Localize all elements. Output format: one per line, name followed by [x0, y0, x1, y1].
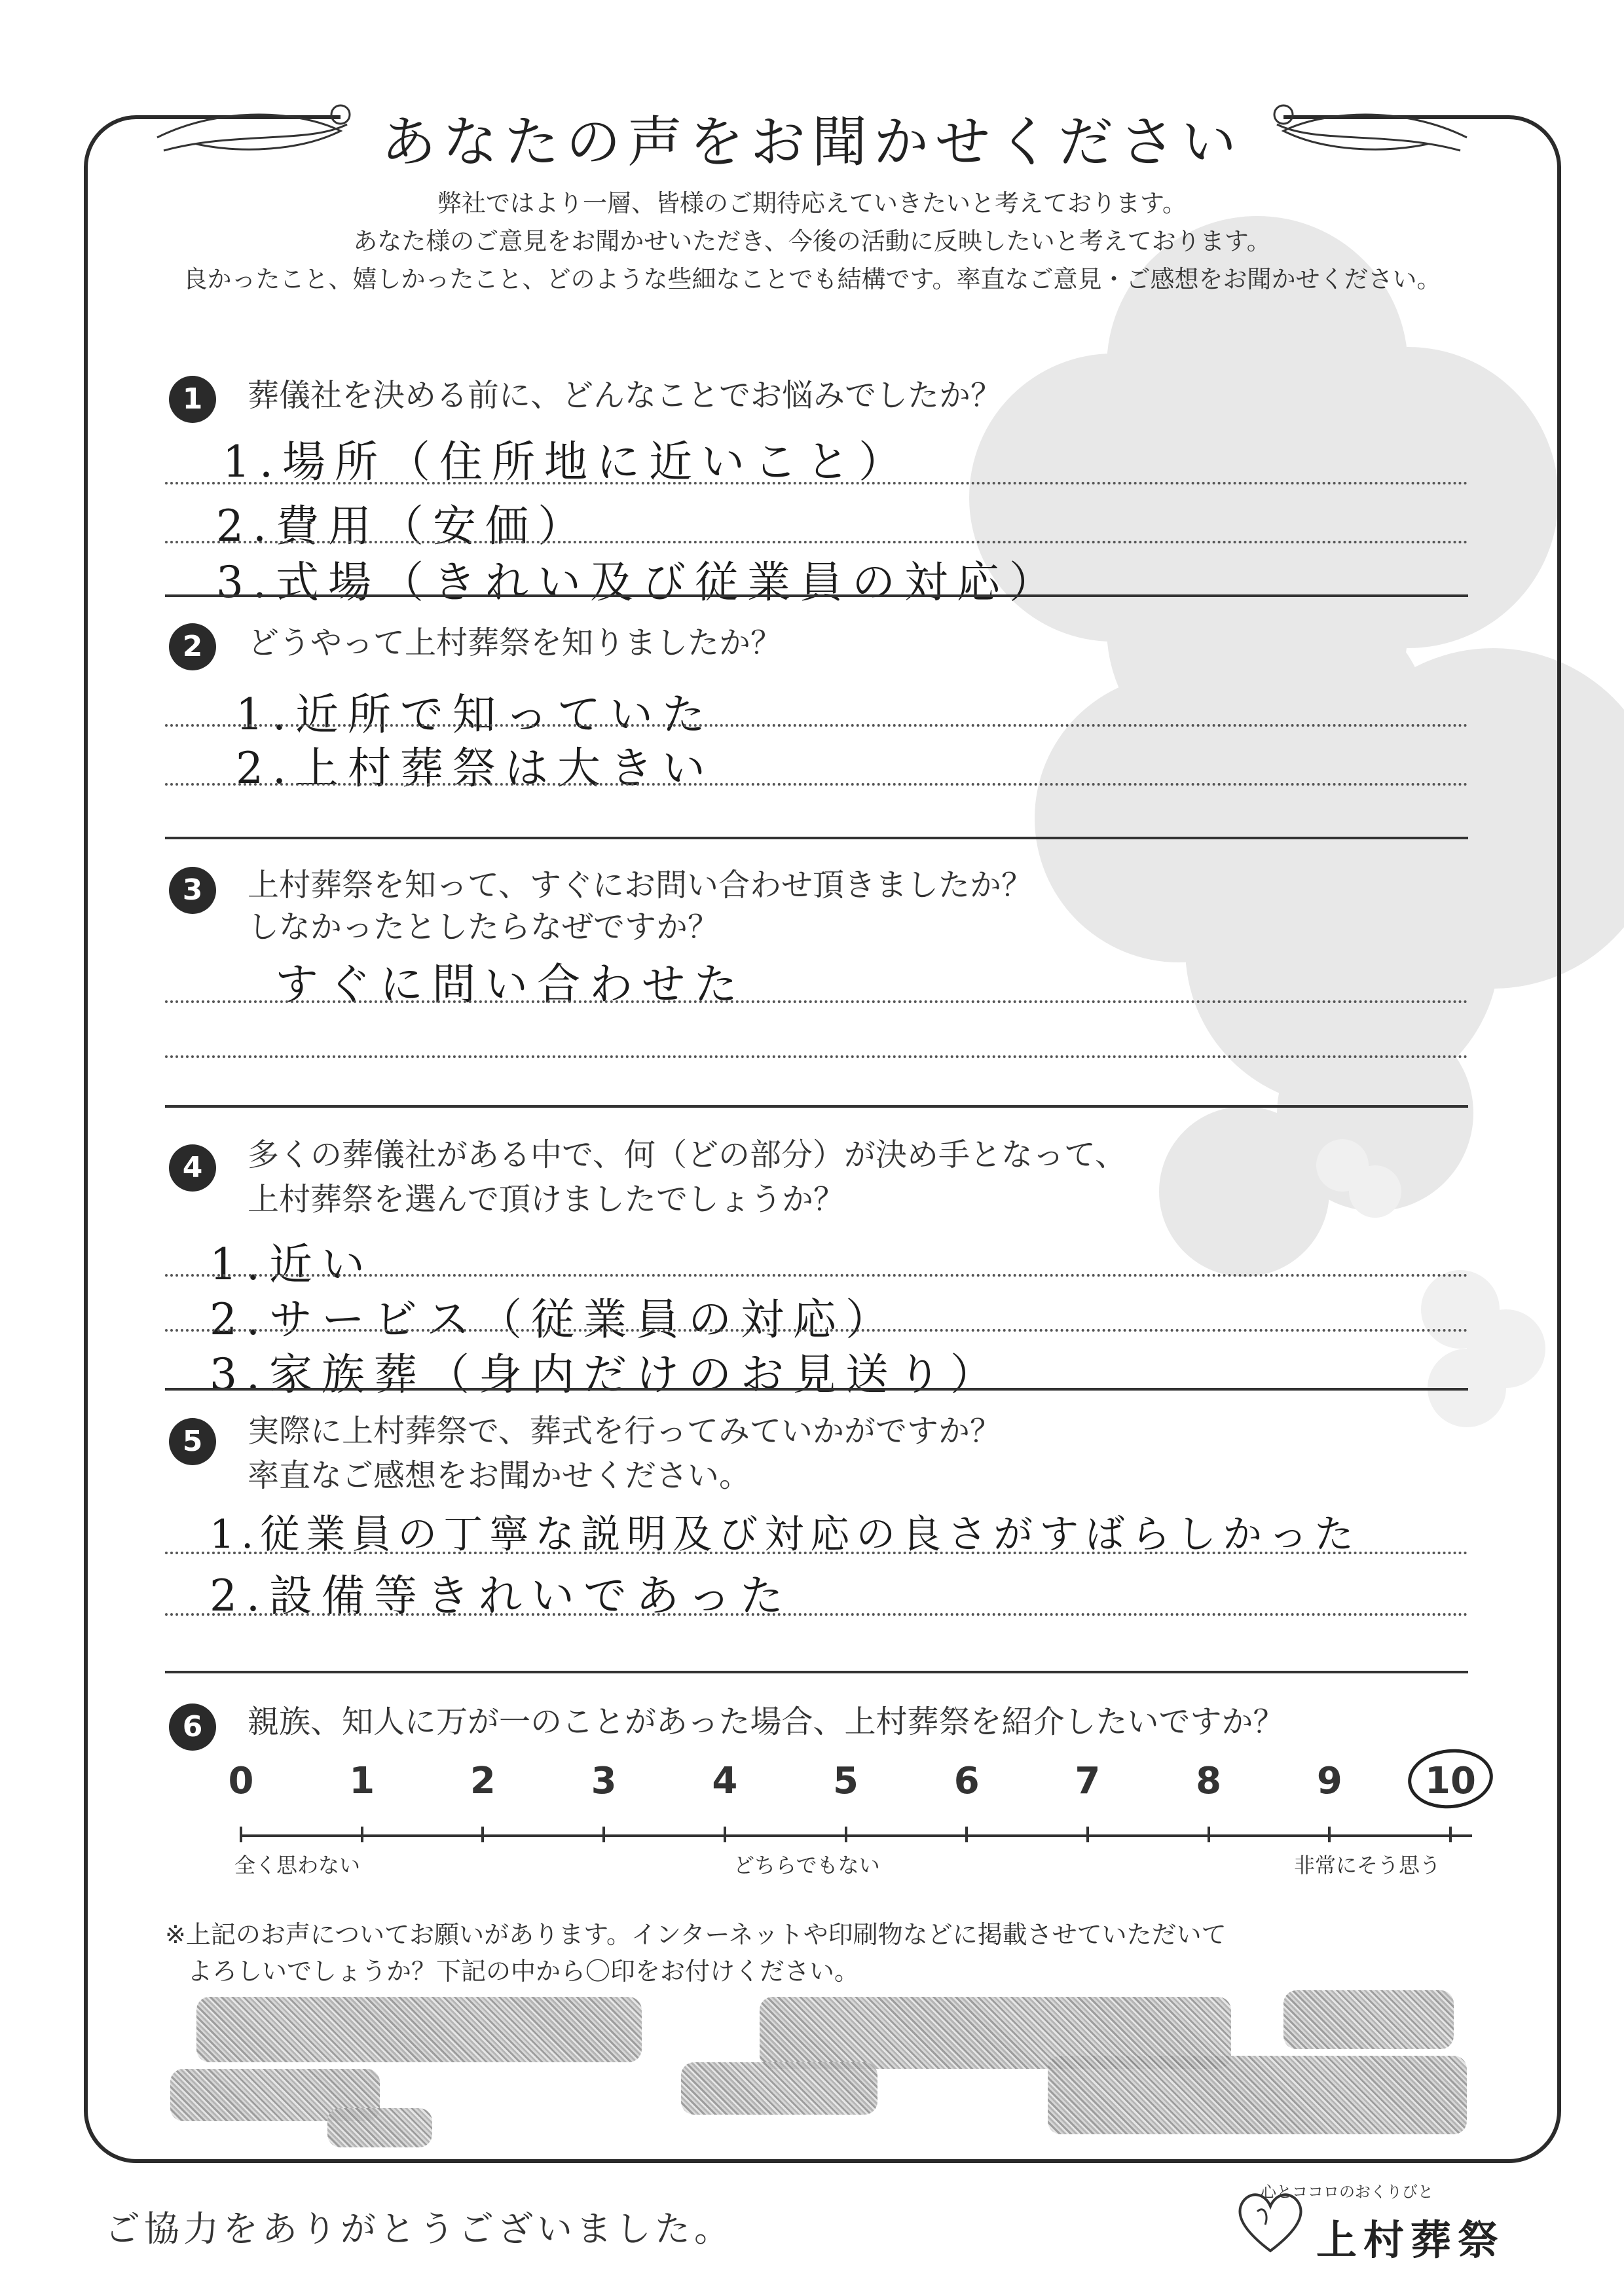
answer-1-line-1: 1.場所（住所地に近いこと）: [223, 437, 911, 487]
redacted-area: [196, 1997, 642, 2062]
intro-line: 弊社ではより一層、皆様のご期待応えていきたいと考えております。: [437, 189, 1187, 217]
answer-2-line-1: 1.近所で知っていた: [236, 689, 714, 740]
redacted-area: [1283, 1990, 1454, 2049]
rating-option-7: 7: [1075, 1760, 1101, 1802]
redacted-area: [1048, 2056, 1467, 2134]
answer-rule: [165, 1055, 1468, 1058]
logo-tagline: 心とココロのおくりびと: [1261, 2183, 1433, 2201]
answer-5-line-2: 2.設備等きれいであった: [210, 1571, 793, 1621]
rating-tick: [845, 1827, 847, 1842]
answer-4-line-2: 2.サービス（従業員の対応）: [210, 1294, 898, 1345]
section-divider: [165, 1105, 1468, 1108]
answer-rule: [165, 1613, 1468, 1616]
rating-tick: [1328, 1827, 1331, 1842]
answer-4-line-3: 3.家族葬（身内だけのお見送り）: [210, 1349, 1003, 1400]
answer-rule: [165, 1000, 1468, 1003]
answer-1-line-3: 3.式場（きれい及び従業員の対応）: [216, 557, 1061, 608]
rating-option-9: 9: [1316, 1760, 1342, 1802]
rating-option-1: 1: [349, 1760, 375, 1802]
publication-notice: よろしいでしょうか？下記の中から〇印をお付けください。: [187, 1957, 860, 1986]
question-6-text: 親族、知人に万が一のことがあった場合、上村葬祭を紹介したいですか？: [248, 1704, 1285, 1740]
rating-option-10: 10: [1425, 1760, 1476, 1802]
question-number-badge: 5: [169, 1418, 216, 1465]
question-number-badge: 2: [169, 623, 216, 670]
redacted-area: [681, 2062, 877, 2115]
question-2-text: どうやって上村葬祭を知りましたか？: [248, 625, 783, 661]
question-1-text: 葬儀社を決める前に、どんなことでお悩みでしたか？: [248, 377, 1003, 414]
answer-5-line-1: 1.従業員の丁寧な説明及び対応の良さがすばらしかった: [210, 1512, 1361, 1558]
section-divider: [165, 1388, 1468, 1391]
intro-line: 良かったこと、嬉しかったこと、どのような些細なことでも結構です。率直なご意見・ご感想をお聞かせください。: [183, 265, 1441, 293]
question-4-text: 上村葬祭を選んで頂けましたでしょうか？: [248, 1181, 845, 1218]
question-3-text: 上村葬祭を知って、すぐにお問い合わせ頂きましたか？: [248, 867, 1033, 903]
section-divider: [165, 1671, 1468, 1673]
rating-scale-line: [241, 1834, 1472, 1837]
form-title: あなたの声をお聞かせください: [380, 110, 1243, 174]
rating-option-3: 3: [591, 1760, 617, 1802]
question-5-text: 率直なご感想をお聞かせください。: [248, 1457, 751, 1494]
section-divider: [165, 594, 1468, 597]
section-divider: [165, 837, 1468, 839]
rating-label-high: 非常にそう思う: [1294, 1853, 1441, 1878]
publication-notice: ※上記のお声についてお願いがあります。インターネットや印刷物などに掲載させていただいて: [165, 1920, 1227, 1949]
rating-tick: [1086, 1827, 1089, 1842]
answer-rule: [165, 1552, 1468, 1554]
logo-name: 上村葬祭: [1316, 2216, 1505, 2264]
rating-tick: [1208, 1827, 1210, 1842]
intro-line: あなた様のご意見をお聞かせいただき、今後の活動に反映したいと考えております。: [353, 227, 1271, 255]
answer-rule: [165, 724, 1468, 727]
question-number-badge: 1: [169, 376, 216, 423]
answer-rule: [165, 1274, 1468, 1277]
rating-option-5: 5: [833, 1760, 858, 1802]
rating-option-0: 0: [228, 1760, 254, 1802]
rating-tick: [1449, 1827, 1452, 1842]
question-4-text: 多くの葬儀社がある中で、何（どの部分）が決め手となって、: [248, 1137, 1127, 1173]
rating-option-4: 4: [712, 1760, 738, 1802]
question-5-text: 実際に上村葬祭で、葬式を行ってみていかがですか？: [248, 1413, 1002, 1449]
answer-rule: [165, 541, 1468, 543]
redacted-area: [327, 2108, 432, 2147]
rating-label-mid: どちらでもない: [733, 1853, 880, 1878]
rating-tick: [240, 1827, 242, 1842]
answer-2-line-2: 2.上村葬祭は大きい: [236, 743, 714, 793]
answer-rule: [165, 1329, 1468, 1332]
rating-option-6: 6: [953, 1760, 980, 1802]
answer-rule: [165, 482, 1468, 484]
rating-option-2: 2: [470, 1760, 496, 1802]
rating-tick: [481, 1827, 484, 1842]
answer-1-line-2: 2.費用（安価）: [216, 501, 590, 551]
question-number-badge: 4: [169, 1144, 216, 1192]
rating-tick: [965, 1827, 968, 1842]
rating-option-8: 8: [1196, 1760, 1222, 1802]
answer-4-line-1: 1.近い: [210, 1239, 374, 1290]
answer-rule: [165, 783, 1468, 786]
question-3-text: しなかったとしたらなぜですか？: [248, 909, 720, 945]
rating-tick: [361, 1827, 363, 1842]
intro-text: [131, 185, 1493, 299]
question-number-badge: 3: [169, 867, 216, 914]
thanks-message: ご協力をありがとうございました。: [105, 2208, 733, 2250]
rating-label-low: 全く思わない: [234, 1853, 361, 1878]
answer-3-line-1: すぐに問い合わせた: [275, 959, 747, 1010]
question-number-badge: 6: [169, 1704, 216, 1751]
rating-tick: [602, 1827, 605, 1842]
rating-tick: [724, 1827, 726, 1842]
